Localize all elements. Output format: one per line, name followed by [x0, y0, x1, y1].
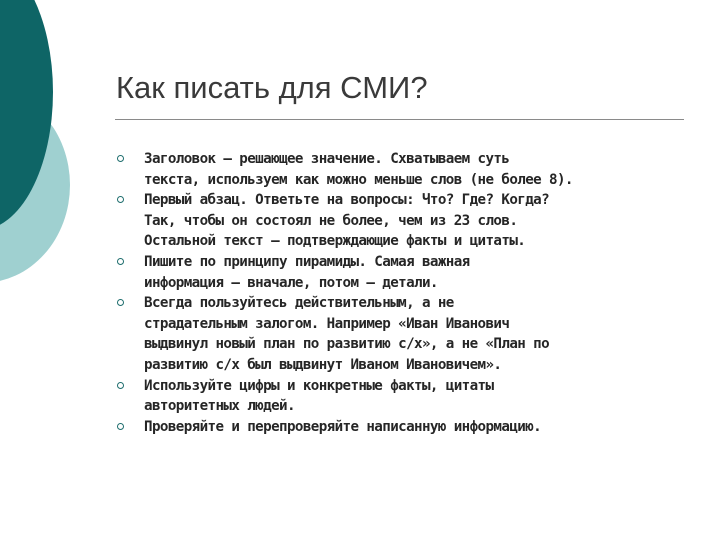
bullet-text-line: страдательным залогом. Например «Иван Иванович	[144, 315, 510, 332]
circle-bullet-icon	[117, 196, 124, 203]
bullet-text-line: авторитетных людей.	[144, 398, 295, 415]
bullet-text-line: Первый абзац. Ответьте на вопросы: Что? Где? Когда?	[144, 192, 550, 209]
bullet-text-line: Проверяйте и перепроверяйте написанную информацию.	[144, 418, 542, 435]
bullet-text-line: Используйте цифры и конкретные факты, цитаты	[144, 377, 494, 394]
circle-bullet-icon	[117, 155, 124, 162]
bullet-text-line: развитию с/х был выдвинут Иваном Ивановичем».	[144, 356, 502, 373]
bullet-item	[116, 149, 691, 190]
bullet-text-line: информация – вначале, потом – детали.	[144, 274, 438, 291]
bullet-item	[116, 293, 691, 375]
circle-bullet-icon	[117, 299, 124, 306]
bullet-item	[116, 190, 691, 252]
bullet-text-line: Остальной текст – подтверждающие факты и цитаты.	[144, 233, 526, 250]
circle-bullet-icon	[117, 258, 124, 265]
title-divider	[115, 119, 684, 120]
circle-bullet-icon	[117, 423, 124, 430]
bullet-text-line: Заголовок – решающее значение. Схватываем суть	[144, 151, 510, 167]
bullet-text-line: текста, используем как можно меньше слов (не более 8).	[144, 171, 573, 188]
bullet-text-line: Всегда пользуйтесь действительным, а не	[144, 295, 454, 312]
bullet-item	[116, 376, 691, 417]
bullet-item	[116, 252, 691, 293]
slide-title: Как писать для СМИ?	[116, 70, 428, 105]
circle-bullet-icon	[117, 382, 124, 389]
bullet-text-line: Так, чтобы он состоял не более, чем из 23 слов.	[144, 212, 518, 229]
bullet-item	[116, 417, 691, 438]
bullet-list	[116, 149, 691, 437]
bullet-text-line: Пишите по принципу пирамиды. Самая важная	[144, 253, 470, 270]
bullet-text-line: выдвинул новый план по развитию с/х», а не «План по	[144, 336, 550, 353]
